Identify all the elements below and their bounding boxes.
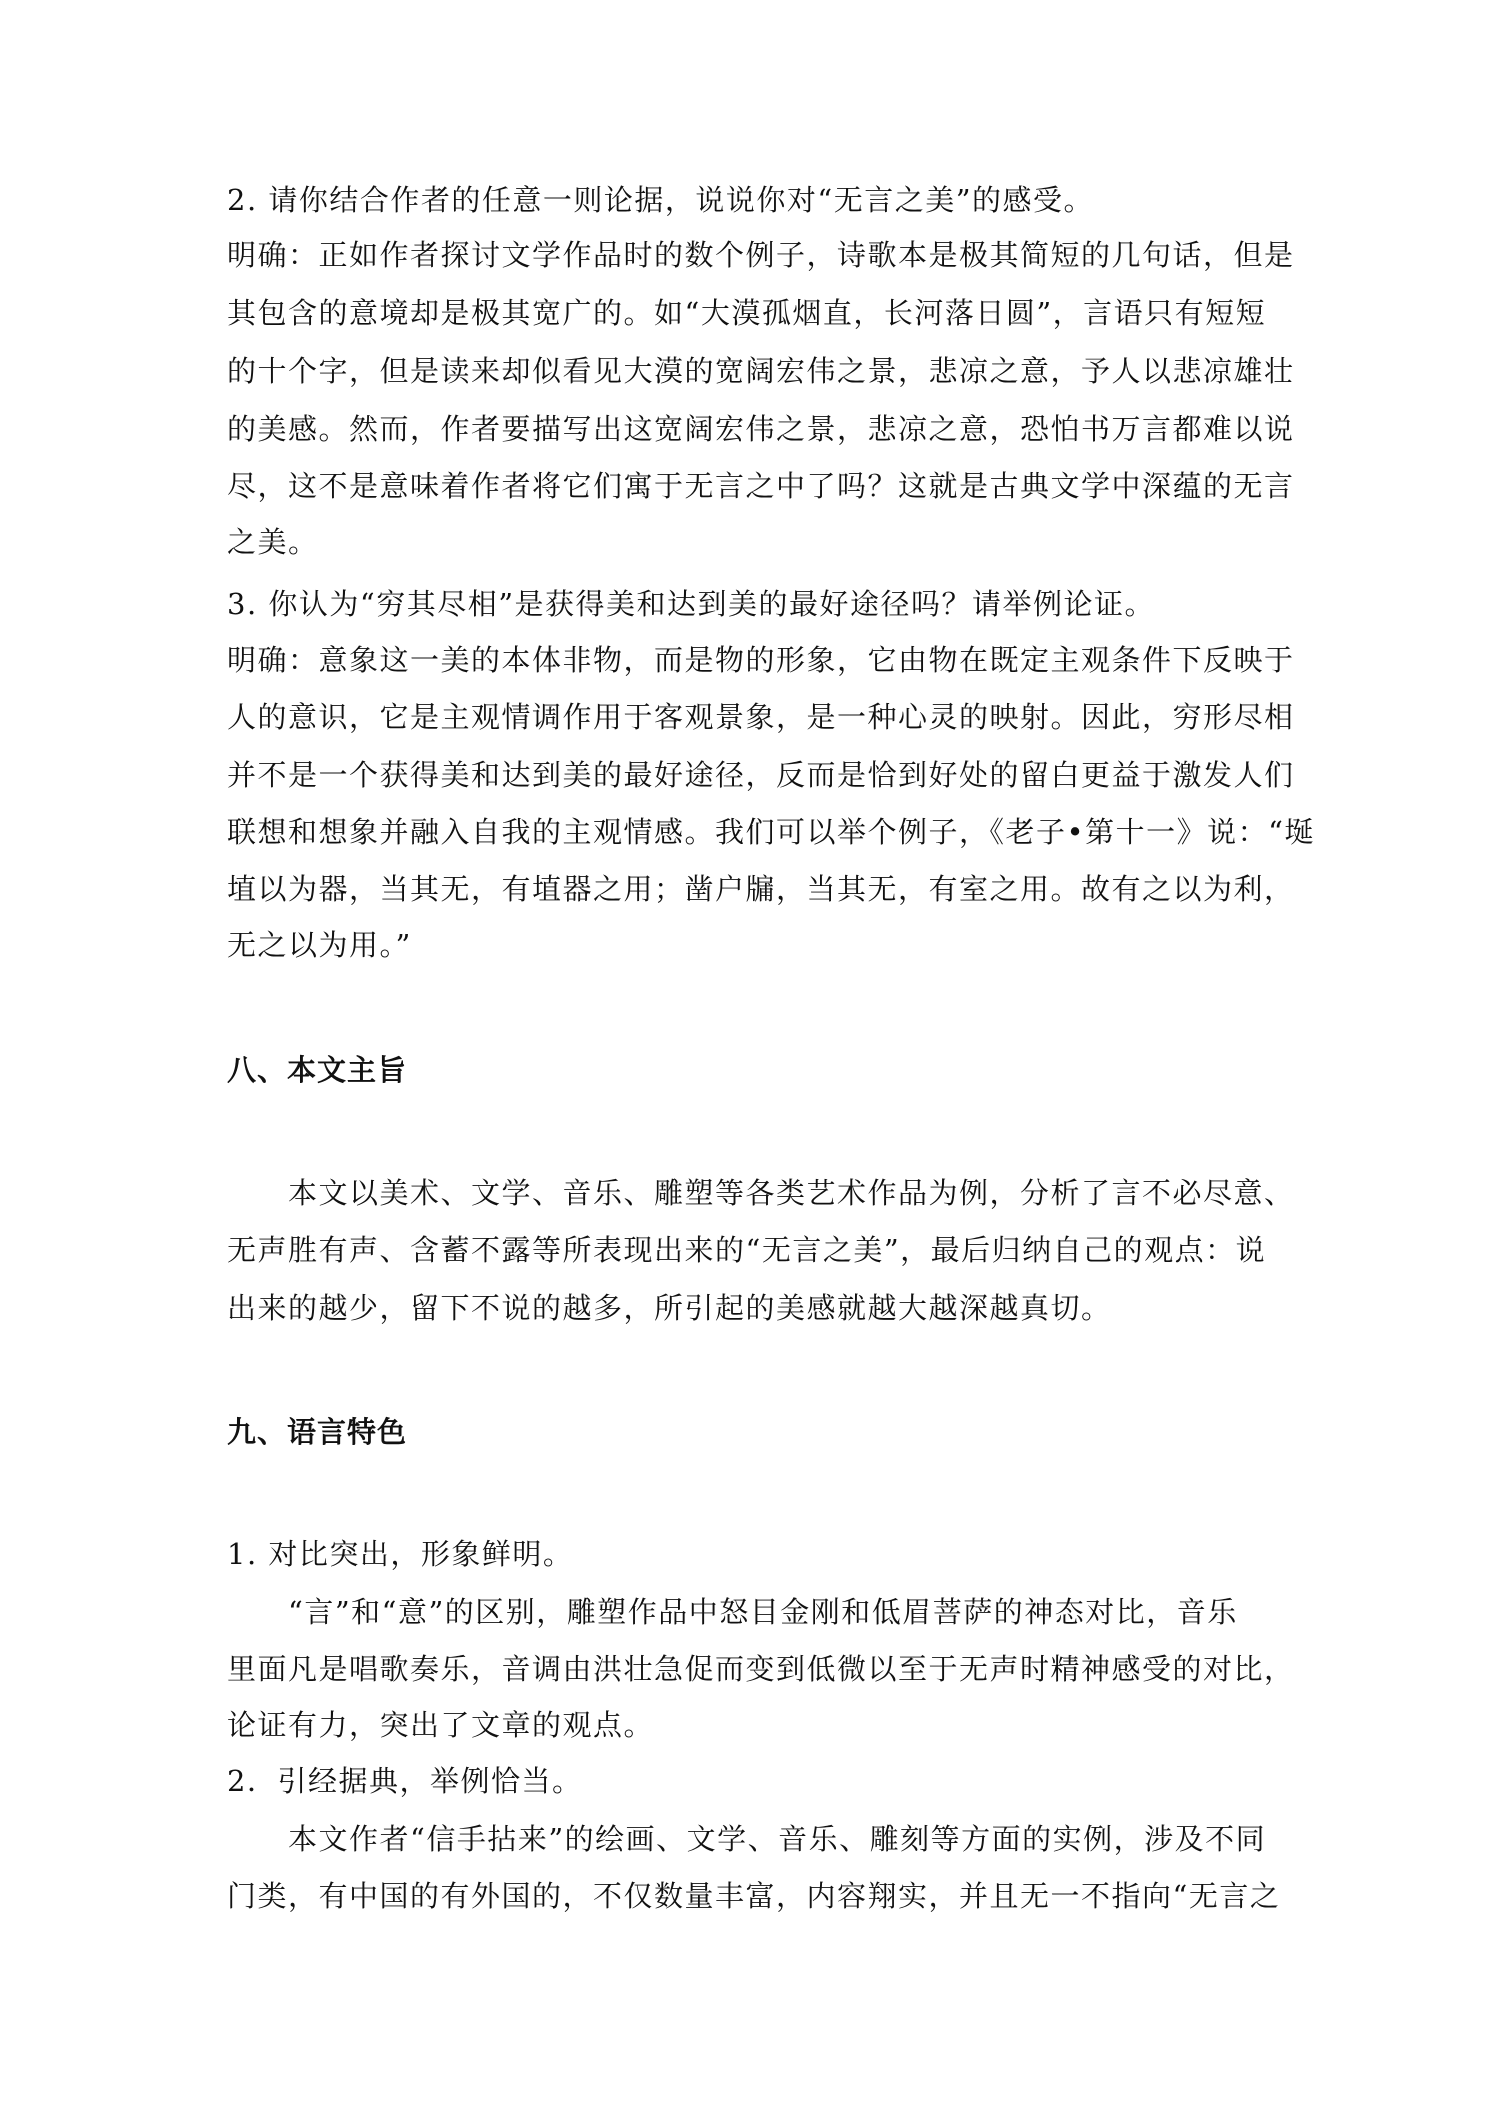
answer-3-line-3: 并不是一个获得美和达到美的最好途径，反而是恰到好处的留白更益于激发人们 bbox=[227, 758, 1295, 792]
feature-2-title: 2．引经据典，举例恰当。 bbox=[227, 1764, 583, 1798]
feature-1-line-2: 里面凡是唱歌奏乐，音调由洪壮急促而变到低微以至于无声时精神感受的对比， bbox=[227, 1652, 1295, 1686]
answer-2-line-3: 的十个字，但是读来却似看见大漠的宽阔宏伟之景，悲凉之意，予人以悲凉雄壮 bbox=[227, 354, 1295, 388]
answer-3-line-2: 人的意识，它是主观情调作用于客观景象，是一种心灵的映射。因此，穷形尽相 bbox=[227, 700, 1295, 734]
feature-1-title: 1. 对比突出，形象鲜明。 bbox=[227, 1537, 574, 1571]
section-heading-9: 九、语言特色 bbox=[227, 1415, 408, 1449]
feature-1-line-1: “言”和“意”的区别，雕塑作品中怒目金刚和低眉菩萨的神态对比，音乐 bbox=[288, 1595, 1238, 1629]
answer-3-line-1: 明确：意象这一美的本体非物，而是物的形象，它由物在既定主观条件下反映于 bbox=[227, 643, 1295, 677]
answer-3-line-5: 埴以为器，当其无，有埴器之用；凿户牖，当其无，有室之用。故有之以为利， bbox=[227, 872, 1295, 906]
feature-2-line-1: 本文作者“信手拈来”的绘画、文学、音乐、雕刻等方面的实例，涉及不同 bbox=[288, 1822, 1267, 1856]
answer-2-line-5: 尽，这不是意味着作者将它们寓于无言之中了吗？这就是古典文学中深蕴的无言 bbox=[227, 469, 1295, 503]
answer-2-line-2: 其包含的意境却是极其宽广的。如“大漠孤烟直，长河落日圆”，言语只有短短 bbox=[227, 296, 1267, 330]
question-3: 3. 你认为“穷其尽相”是获得美和达到美的最好途径吗？请举例论证。 bbox=[227, 587, 1156, 621]
feature-2-line-2: 门类，有中国的有外国的，不仅数量丰富，内容翔实，并且无一不指向“无言之 bbox=[227, 1879, 1281, 1913]
answer-2-line-1: 明确：正如作者探讨文学作品时的数个例子，诗歌本是极其简短的几句话，但是 bbox=[227, 238, 1295, 272]
answer-2-line-4: 的美感。然而，作者要描写出这宽阔宏伟之景，悲凉之意，恐怕书万言都难以说 bbox=[227, 412, 1295, 446]
question-2: 2. 请你结合作者的任意一则论据，说说你对“无言之美”的感受。 bbox=[227, 183, 1095, 217]
answer-3-line-6: 无之以为用。” bbox=[227, 928, 412, 962]
theme-line-2: 无声胜有声、含蓄不露等所表现出来的“无言之美”，最后归纳自己的观点：说 bbox=[227, 1233, 1267, 1267]
feature-1-line-3: 论证有力，突出了文章的观点。 bbox=[227, 1708, 655, 1742]
answer-3-line-4: 联想和想象并融入自我的主观情感。我们可以举个例子，《老子•第十一》说：“埏 bbox=[227, 815, 1315, 849]
section-heading-8: 八、本文主旨 bbox=[227, 1053, 408, 1087]
theme-line-1: 本文以美术、文学、音乐、雕塑等各类艺术作品为例，分析了言不必尽意、 bbox=[288, 1176, 1295, 1210]
answer-2-line-6: 之美。 bbox=[227, 525, 319, 559]
theme-line-3: 出来的越少，留下不说的越多，所引起的美感就越大越深越真切。 bbox=[227, 1291, 1112, 1325]
